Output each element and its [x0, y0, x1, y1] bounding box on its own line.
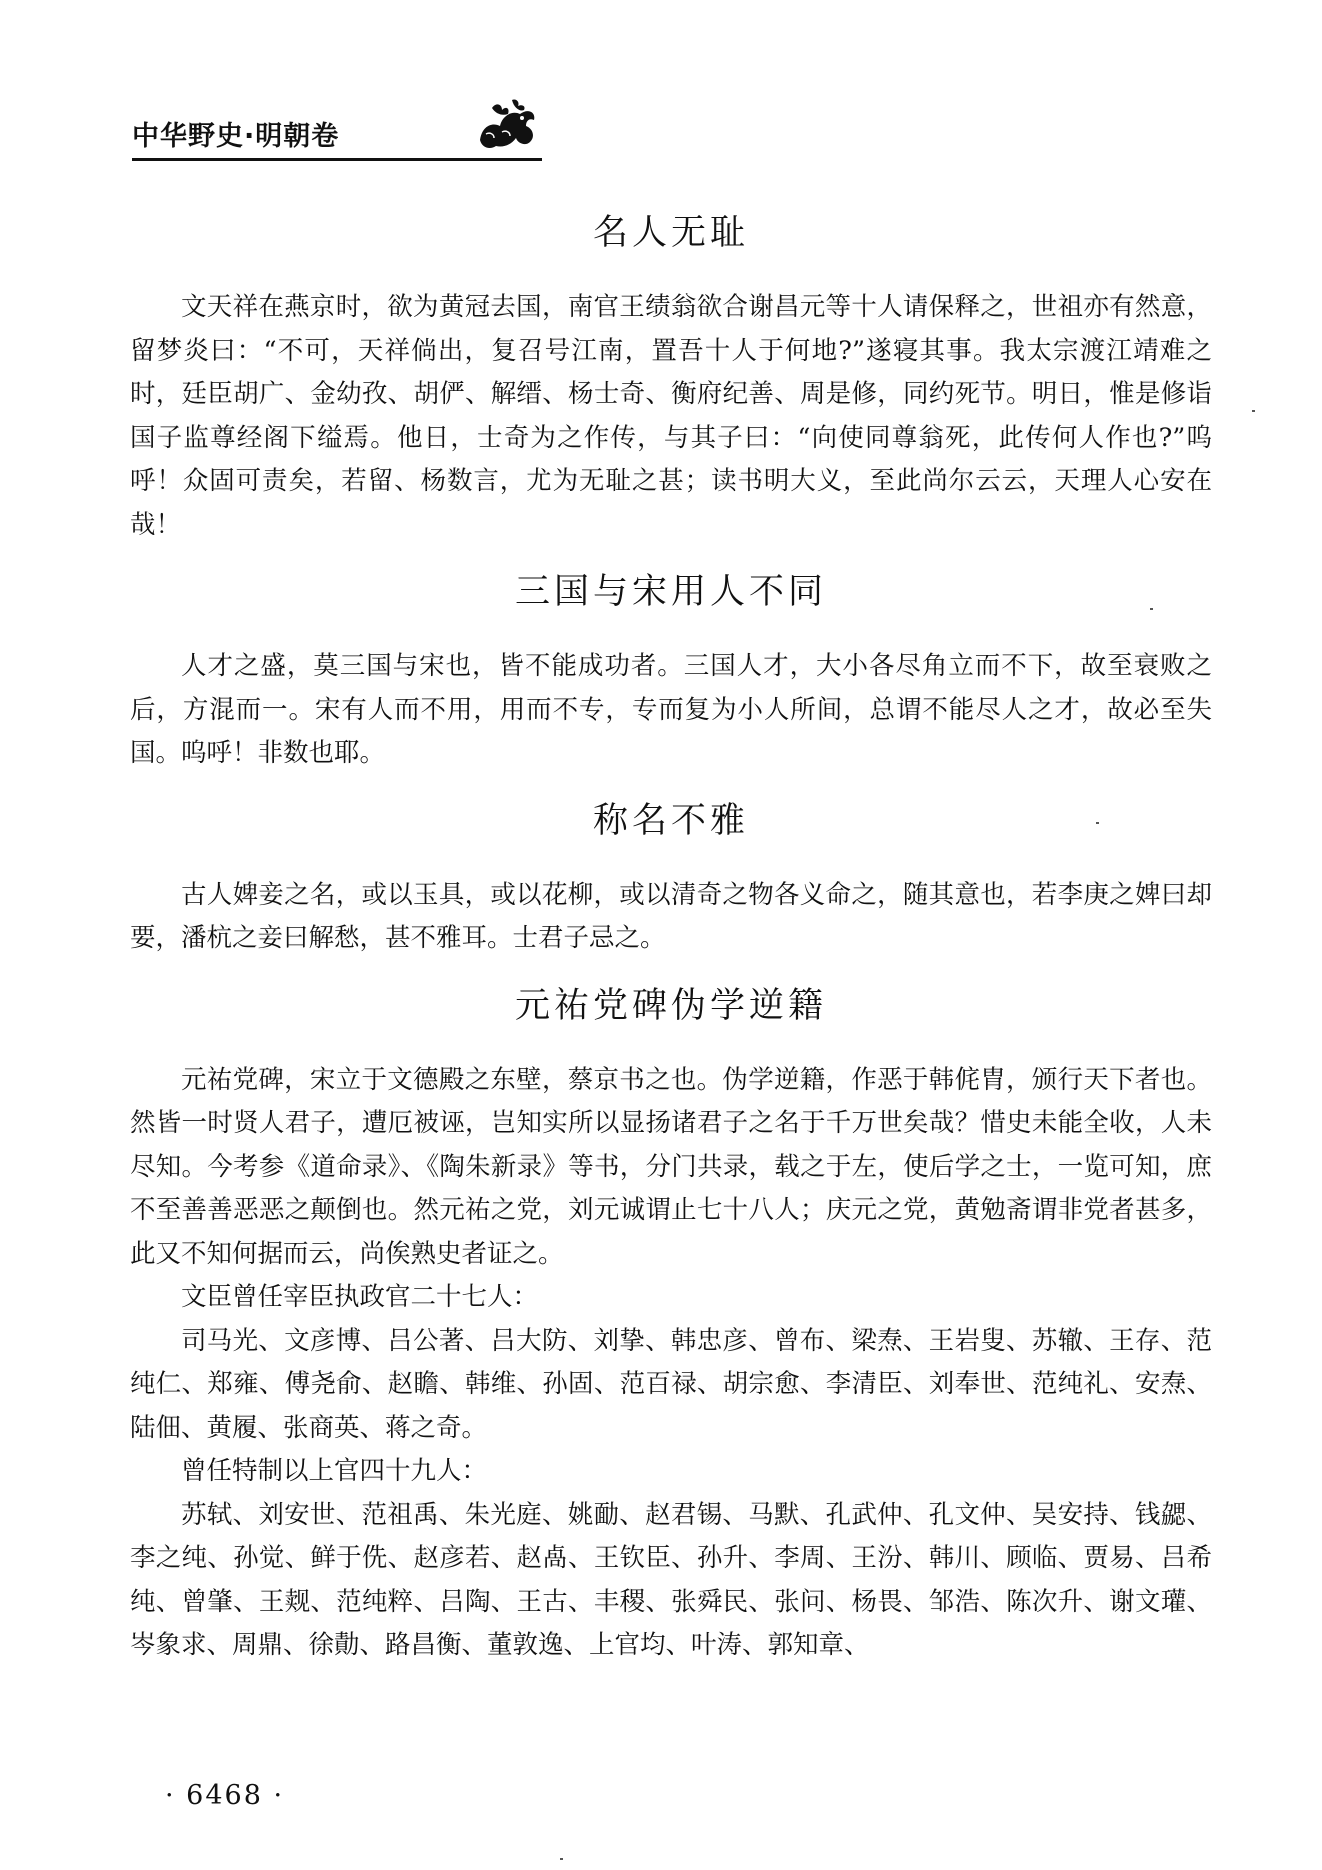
- section-paragraph: 文天祥在燕京时，欲为黄冠去国，南官王绩翁欲合谢昌元等十人请保释之，世祖亦有然意，留梦炎曰：“不可，天祥倘出，复召号江南，置吾十人于何地?”遂寝其事。我太宗渡江靖难之时，廷臣胡广、金幼孜、胡俨、解缙、杨士奇、衡府纪善、周是修，同约死节。明日，惟是修诣国子监尊经阁下缢焉。他日，士奇为之作传，与其子曰：“向使同尊翁死，此传何人作也?”呜呼！众固可责矣，若留、杨数言，尤为无耻之甚；读书明大义，至此尚尔云云，天理人心安在哉！: [130, 292, 1212, 540]
- running-header: [132, 100, 542, 160]
- section-heading: 元祐党碑伪学逆籍: [514, 985, 827, 1026]
- scan-speck: [1252, 410, 1255, 412]
- name-list: 司马光、文彦博、吕公著、吕大防、刘挚、韩忠彦、曾布、梁焘、王岩叟、苏辙、王存、范纯仁、郑雍、傅尧俞、赵瞻、韩维、孙固、范百禄、胡宗愈、李清臣、刘奉世、范纯礼、安焘、陆佃、黄履、张商英、蒋之奇。: [130, 1325, 1212, 1443]
- page-number: · 6468 ·: [165, 1780, 285, 1811]
- list-caption: 曾任特制以上官四十九人：: [181, 1456, 488, 1486]
- mythical-beast-logo-icon: [472, 96, 544, 156]
- section-inelegant-names: [130, 798, 1212, 961]
- section-heading: 三国与宋用人不同: [514, 572, 827, 612]
- header-rule: [132, 158, 542, 161]
- section-heading: 称名不雅: [592, 800, 749, 841]
- name-list: 苏轼、刘安世、范祖禹、朱光庭、姚勔、赵君锡、马默、孔武仲、孔文仲、吴安持、钱勰、李之纯、孙觉、鲜于侁、赵彦若、赵卨、王钦臣、孙升、李周、王汾、韩川、顾临、贾易、吕希纯、曾肇、王觌、范纯粹、吕陶、王古、丰稷、张舜民、张问、杨畏、邹浩、陈次升、谢文瓘、岑象求、周鼎、徐勣、路昌衡、董敦逸、上官均、叶涛、郭知章、: [130, 1499, 1212, 1660]
- section-paragraph: 人才之盛，莫三国与宋也，皆不能成功者。三国人才，大小各尽角立而不下，故至衰败之后，方混而一。宋有人而不用，用而不专，专而复为小人所间，总谓不能尽人之才，故必至失国。呜呼！非数也耶。: [130, 651, 1212, 768]
- section-yuanyou-party-stele: [130, 983, 1212, 1668]
- scan-speck: [1150, 608, 1153, 610]
- section-heading: 名人无耻: [592, 213, 749, 253]
- list-caption: 文臣曾任宰臣执政官二十七人：: [181, 1282, 539, 1312]
- section-three-kingdoms-song: [130, 569, 1212, 776]
- section-paragraph: 古人婢妾之名，或以玉具，或以花柳，或以清奇之物各义命之，随其意也，若李庚之婢曰却要，潘杭之妾曰解愁，甚不雅耳。士君子忌之。: [130, 879, 1212, 953]
- page-body: [130, 210, 1212, 1668]
- book-title: 中华野史·明朝卷: [132, 121, 340, 152]
- section-paragraph: 元祐党碑，宋立于文德殿之东壁，蔡京书之也。伪学逆籍，作恶于韩侂胄，颁行天下者也。然皆一时贤人君子，遭厄被诬，岂知实所以显扬诸君子之名于千万世矣哉？惜史未能全收，人未尽知。今考参《道命录》、《陶朱新录》等书，分门共录，载之于左，使后学之士，一览可知，庶不至善善恶恶之颠倒也。然元祐之党，刘元诚谓止七十八人；庆元之党，黄勉斋谓非党者甚多，此又不知何据而云，尚俟熟史者证之。: [130, 1064, 1212, 1269]
- section-shameless-notables: [130, 210, 1212, 547]
- scan-speck: [1096, 822, 1099, 824]
- scan-speck: [560, 1858, 563, 1860]
